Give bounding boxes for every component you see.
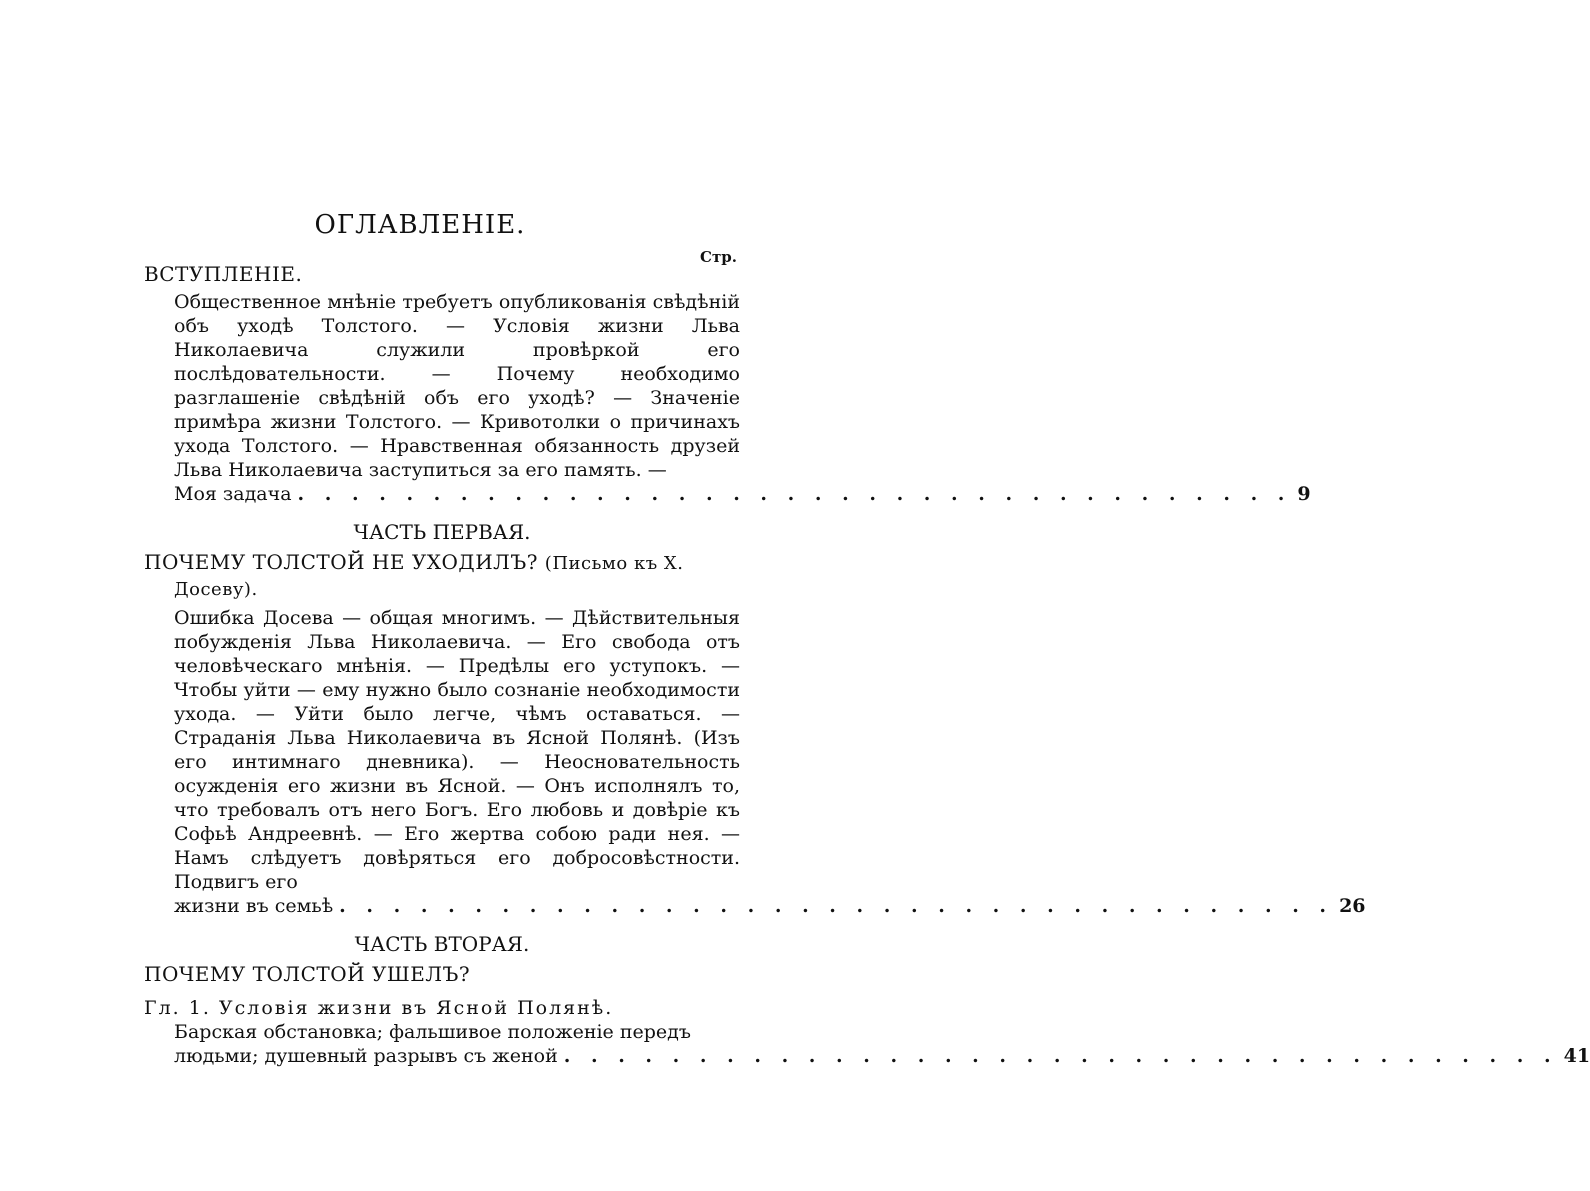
part2-title: ЧАСТЬ ВТОРАЯ. [354, 932, 530, 956]
part1-heading [144, 550, 740, 602]
part1-title: ЧАСТЬ ПЕРВАЯ. [353, 520, 531, 544]
part1-page-number: 26 [1339, 895, 1366, 917]
part1-heading-note: (Письмо къ Х. Досеву). [174, 553, 684, 600]
intro-last-line: Моя задача [174, 483, 292, 505]
intro-entry-end [174, 482, 1311, 506]
intro-description: Общественное мнѣніе требуетъ опубликованія свѣдѣній объ уходѣ Толстого. — Условія жизни Льва Николаевича служили провѣркой его послѣдовательности. — Почему необходимо разглашеніе свѣдѣній объ его уходѣ? — Значеніе примѣра жизни Толстого. — Кривотолки о причинахъ ухода Толстого. — Нравственная обязанность друзей Льва Николаевича заступиться за его память. — [174, 291, 740, 481]
leader-dots: . . . . . . . . . . . . . . . . . . . . . . . . . . . . . . . . . . . . . [297, 483, 1292, 505]
chapter1-page-number: 41 [1563, 1045, 1590, 1067]
chapter1-entry-end [174, 1044, 1590, 1068]
page-column-label: Стр. [700, 248, 737, 266]
part2-heading: ПОЧЕМУ ТОЛСТОЙ УШЕЛЪ? [144, 962, 471, 986]
part1-heading-main: ПОЧЕМУ ТОЛСТОЙ НЕ УХОДИЛЪ? [144, 550, 538, 574]
chapter1-heading: Гл. 1. Условія жизни въ Ясной Полянѣ. [144, 997, 614, 1019]
toc-content [144, 262, 1590, 1068]
leader-dots: . . . . . . . . . . . . . . . . . . . . . . . . . . . . . . . . . . . . . [563, 1045, 1558, 1067]
part1-description: Ошибка Досева — общая многимъ. — Дѣйствительныя побужденія Льва Николаевича. — Его свобода отъ человѣческаго мнѣнія. — Предѣлы его уступокъ. — Чтобы уйти — ему нужно было сознаніе необходимости ухода. — Уйти было легче, чѣмъ оставаться. — Страданія Льва Николаевича въ Ясной Полянѣ. (Изъ его интимнаго дневника). — Неосновательность осужденія его жизни въ Ясной. — Онъ исполнялъ то, что требовалъ отъ него Богъ. Его любовь и довѣріе къ Софьѣ Андреевнѣ. — Его жертва собою ради нея. — Намъ слѣдуетъ довѣряться его добросовѣстности. Подвигъ его [174, 607, 740, 893]
chapter1-last-line: людьми; душевный разрывъ съ женой [174, 1045, 558, 1067]
intro-heading: ВСТУПЛЕНІЕ. [144, 262, 303, 286]
leader-dots: . . . . . . . . . . . . . . . . . . . . . . . . . . . . . . . . . . . . . [339, 895, 1334, 917]
chapter1-description: Барская обстановка; фальшивое положеніе передъ [174, 1021, 691, 1043]
part1-entry-end [174, 894, 1366, 918]
part1-last-line: жизни въ семьѣ [174, 895, 334, 917]
page-title: ОГЛАВЛЕНІЕ. [314, 210, 526, 240]
intro-page-number: 9 [1297, 483, 1311, 505]
